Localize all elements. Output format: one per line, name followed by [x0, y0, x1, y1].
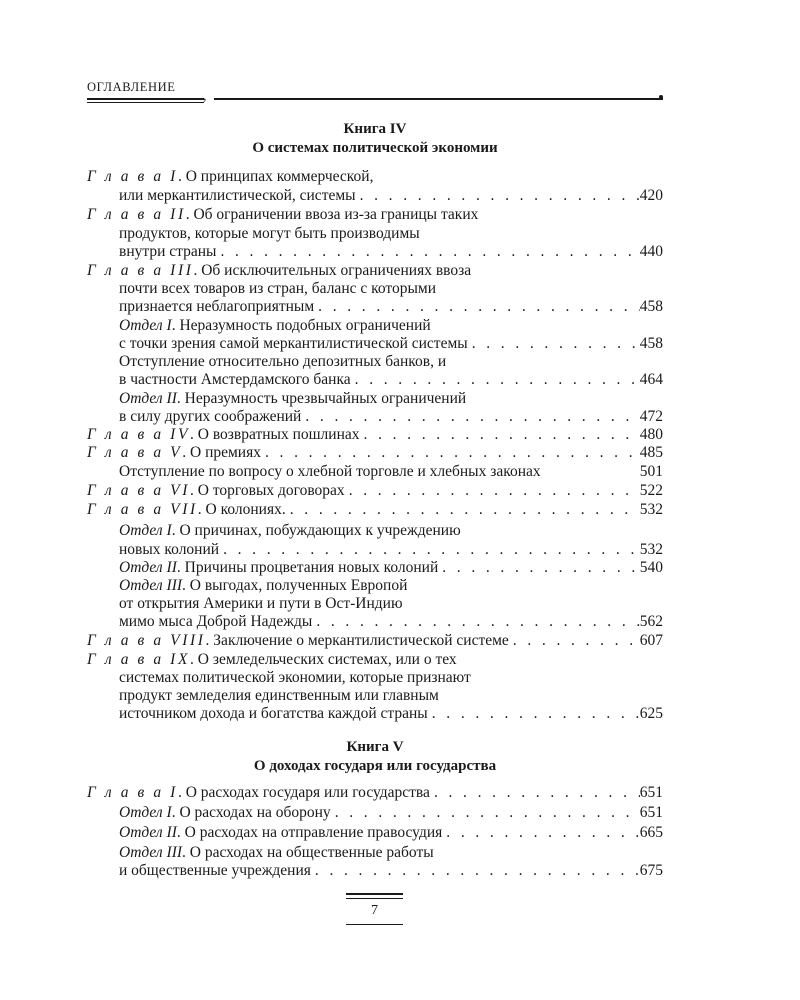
leader-dots — [314, 297, 640, 316]
page-number: 480 — [639, 426, 663, 443]
chapter-label: Г л а в а VI — [87, 482, 191, 499]
toc-entry-b4-ch1-cont — [119, 186, 663, 205]
chapter-label: Г л а в а VII — [87, 501, 198, 518]
toc-entry-b4-ch9-cont3 — [119, 704, 663, 723]
entry-title-line: . Заключение о меркантилистической системе — [205, 632, 509, 649]
toc-entry-b4-ch3-cont — [119, 279, 663, 298]
book4-title: Книга IV — [343, 121, 407, 137]
leader-dots — [312, 612, 639, 631]
folio-rule-thin — [346, 898, 403, 899]
leader-dots — [331, 803, 640, 822]
chapter-label: Г л а в а V — [87, 444, 183, 461]
page-number: 562 — [639, 613, 663, 630]
page-number: 464 — [639, 371, 663, 388]
entry-title-line: . О расходах на общественные работы — [182, 844, 434, 861]
header-rule-end-dot — [659, 95, 663, 99]
toc-entry-b4-ch2-cont — [119, 224, 663, 243]
entry-title-line: мимо мыса Доброй Надежды — [119, 613, 313, 630]
entry-title-line: . О расходах на отправление правосудия — [176, 824, 443, 841]
toc-entry-b5-ch1-s3-cont — [119, 861, 663, 880]
entry-title-line: . О причинах, побуждающих к учреждению — [171, 522, 461, 539]
header-rule-long — [214, 98, 663, 100]
section-label: Отдел II — [119, 390, 177, 407]
page-number-footer: 7 — [371, 903, 378, 918]
leader-dots — [430, 783, 640, 802]
toc-entry-b4-ch3-d1-cont — [119, 370, 663, 389]
toc-entry-b5-ch1-s3[interactable] — [119, 843, 663, 862]
toc-entry-b4-ch3-s1[interactable] — [119, 316, 663, 335]
chapter-label: Г л а в а III — [87, 262, 194, 279]
leader-dots — [442, 823, 639, 842]
toc-entry-b4-ch3-d1[interactable] — [119, 352, 663, 371]
toc-entry-b4-ch3[interactable] — [87, 261, 663, 280]
page-number: 625 — [639, 705, 663, 722]
entry-title-line: от открытия Америки и пути в Ост-Индию — [119, 595, 403, 612]
toc-entry-b4-ch3-cont2 — [119, 297, 663, 316]
toc-entry-b4-ch7-s1-cont — [119, 540, 663, 559]
section-label: Отдел II — [119, 559, 177, 576]
leader-dots — [438, 558, 640, 577]
running-head-title: ОГЛАВЛЕНИЕ — [87, 80, 176, 94]
entry-title-line: . О выгодах, полученных Европой — [182, 577, 408, 594]
chapter-label: Г л а в а I — [87, 784, 178, 801]
page-number: 651 — [639, 784, 663, 801]
entry-title-line: . Причины процветания новых колоний — [176, 559, 439, 576]
running-header — [87, 80, 663, 104]
toc-entry-b4-ch2-cont2 — [119, 242, 663, 261]
entry-title-line: в силу других соображений — [119, 408, 302, 425]
section-label: Отдел III — [119, 577, 183, 594]
folio-rule-thick — [346, 893, 403, 895]
leader-dots — [351, 370, 640, 389]
page-number: 501 — [639, 463, 663, 480]
entry-title-line: . О расходах государя или государства — [177, 784, 430, 801]
page-number: 532 — [639, 501, 663, 518]
page-number: 420 — [639, 187, 663, 204]
toc-entry-b4-ch2[interactable] — [87, 205, 663, 224]
toc-entry-b4-ch9-cont — [119, 668, 663, 687]
book5-heading — [87, 738, 663, 776]
book5-subtitle: О доходах государя или государства — [253, 758, 497, 774]
toc-entry-b4-ch7-s1[interactable] — [119, 521, 663, 540]
toc-entry-b5-ch1-s1[interactable] — [119, 803, 663, 822]
entry-title-line: почти всех товаров из стран, баланс с которыми — [119, 280, 436, 297]
entry-title-line: системах политической экономии, которые признают — [119, 669, 471, 686]
entry-title-line: . Неразумность подобных ограничений — [171, 317, 431, 334]
entry-title-line: продуктов, которые могут быть производимы — [119, 225, 420, 242]
entry-title-line: . Об ограничении ввоза из-за границы таких — [185, 206, 479, 223]
entry-title-line: Отступление по вопросу о хлебной торговле и хлебных законах — [119, 463, 541, 480]
toc-entry-b4-ch4[interactable] — [87, 425, 663, 444]
entry-title-line: . О возвратных пошлинах — [190, 426, 360, 443]
entry-title-line: . О торговых договорах — [190, 482, 345, 499]
leader-dots — [360, 425, 640, 444]
toc-entry-b4-ch1[interactable] — [87, 167, 663, 186]
page-number: 485 — [639, 444, 663, 461]
entry-title-line: источником дохода и богатства каждой страны — [119, 705, 428, 722]
section-label: Отдел II — [119, 824, 177, 841]
page-number: 665 — [639, 824, 663, 841]
header-rule-thick — [87, 98, 204, 100]
entry-title-line: новых колоний — [119, 541, 220, 558]
header-rule-ornament: , — [203, 89, 207, 104]
entry-title-line: продукт земледелия единственным или главным — [119, 687, 439, 704]
toc-entry-b4-ch3-s2-cont — [119, 407, 663, 426]
entry-title-line: . О принципах коммерческой, — [177, 168, 374, 185]
leader-dots — [219, 540, 640, 559]
page-number: 472 — [639, 408, 663, 425]
leader-dots — [468, 334, 640, 353]
leader-dots — [286, 500, 640, 519]
toc-entry-b4-ch7-s3-cont — [119, 594, 663, 613]
toc-entry-b4-ch8[interactable] — [87, 631, 663, 650]
leader-dots — [311, 861, 640, 880]
book4-subtitle: О системах политической экономии — [252, 140, 498, 156]
toc-entry-b4-ch9-cont2 — [119, 686, 663, 705]
entry-title-line: признается неблагоприятным — [119, 298, 315, 315]
entry-title-line: . Об исключительных ограничениях ввоза — [193, 262, 472, 279]
toc-entry-b4-ch9[interactable] — [87, 650, 663, 669]
book5-title: Книга V — [346, 739, 404, 755]
page-number: 532 — [639, 541, 663, 558]
entry-title-line: и общественные учреждения — [119, 862, 311, 879]
entry-title-line: или меркантилистической, системы — [119, 187, 356, 204]
toc-entry-b4-ch6[interactable] — [87, 481, 663, 500]
header-rule-thin — [87, 102, 204, 103]
page-number: 522 — [639, 482, 663, 499]
toc-entry-b4-ch3-s1-cont — [119, 334, 663, 353]
book4-heading — [87, 120, 663, 158]
page-number: 458 — [639, 335, 663, 352]
entry-title-line: . О земледельческих системах, или о тех — [190, 651, 457, 668]
leader-dots — [509, 631, 640, 650]
chapter-label: Г л а в а II — [87, 206, 186, 223]
toc-entry-b4-ch5-d1[interactable] — [119, 462, 663, 481]
toc-entry-b4-ch7-s3[interactable] — [119, 576, 663, 595]
entry-title-line: . О премиях — [182, 444, 261, 461]
toc-entry-b4-ch3-s2[interactable] — [119, 389, 663, 408]
entry-title-line: . Неразумность чрезвычайных ограничений — [176, 390, 467, 407]
leader-dots — [216, 242, 639, 261]
toc-entry-b4-ch5[interactable] — [87, 443, 663, 462]
entry-title-line: Отступление относительно депозитных банков, и — [119, 353, 447, 370]
entry-title-line: в частности Амстердамского банка — [119, 371, 351, 388]
entry-title-line: с точки зрения самой меркантилистической системы — [119, 335, 468, 352]
section-label: Отдел I — [119, 522, 172, 539]
section-label: Отдел III — [119, 844, 183, 861]
page-number: 675 — [639, 862, 663, 879]
page-number: 440 — [639, 243, 663, 260]
leader-dots — [428, 704, 640, 723]
toc-entry-b5-ch1-s2[interactable] — [119, 823, 663, 842]
leader-dots — [301, 407, 639, 426]
entry-title-line: . О колониях. — [197, 501, 286, 518]
chapter-label: Г л а в а IV — [87, 426, 191, 443]
chapter-label: Г л а в а IX — [87, 651, 191, 668]
page-number: 651 — [639, 804, 663, 821]
leader-dots — [345, 481, 640, 500]
leader-dots — [356, 186, 640, 205]
leader-dots — [261, 443, 640, 462]
chapter-label: Г л а в а I — [87, 168, 178, 185]
toc-entry-b5-ch1[interactable] — [87, 783, 663, 802]
section-label: Отдел I — [119, 804, 172, 821]
entry-title-line: . О расходах на оборону — [171, 804, 331, 821]
toc-entry-b4-ch7-s3-cont2 — [119, 612, 663, 631]
page-number: 607 — [639, 632, 663, 649]
entry-title-line: внутри страны — [119, 243, 217, 260]
page-number: 540 — [639, 559, 663, 576]
toc-entry-b4-ch7[interactable] — [87, 500, 663, 519]
page-number: 458 — [639, 298, 663, 315]
folio-rule-bottom — [346, 924, 403, 925]
chapter-label: Г л а в а VIII — [87, 632, 206, 649]
section-label: Отдел I — [119, 317, 172, 334]
toc-entry-b4-ch7-s2[interactable] — [119, 558, 663, 577]
